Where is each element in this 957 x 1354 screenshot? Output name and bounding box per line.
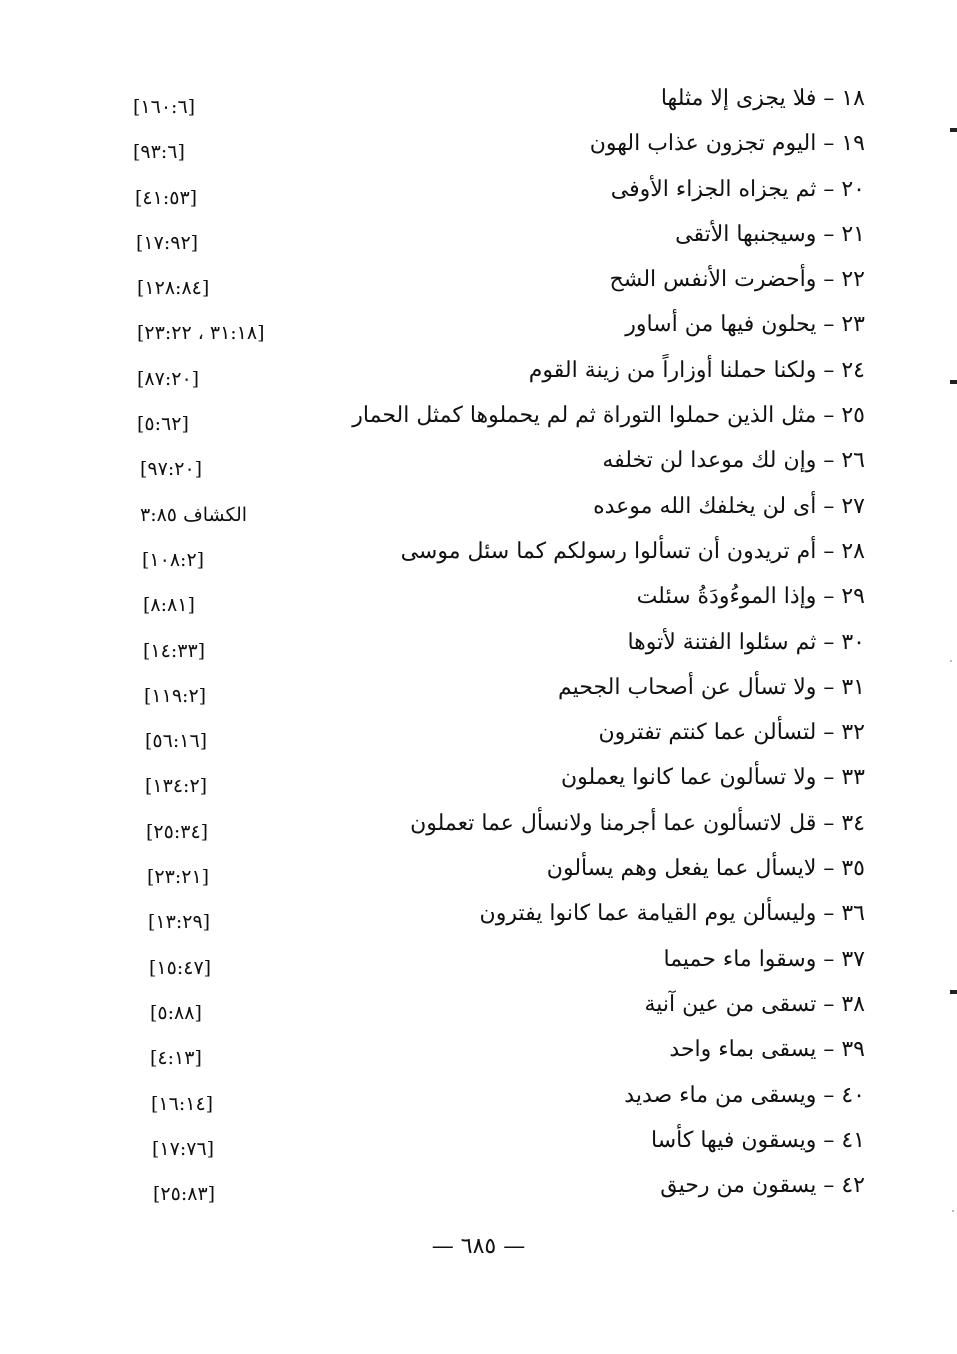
- verse-reference: [١٦:١٤]: [151, 1092, 214, 1115]
- verse-text: ٤٠ – ويسقى من ماء صديد: [624, 1082, 865, 1108]
- verse-text: ٢٠ – ثم يجزاه الجزاء الأوفى: [610, 176, 865, 202]
- entry-row: [0, 259, 957, 304]
- verse-text: ٢٢ – وأحضرت الأنفس الشح: [609, 267, 865, 293]
- verse-reference: [١٣:٢٩]: [148, 911, 211, 934]
- verse-reference: [٣١:١٨ ، ٢٣:٢٢]: [137, 322, 265, 345]
- verse-reference: [١١٩:٢]: [144, 684, 207, 707]
- entry-row: [0, 78, 957, 123]
- verse-text: ١٨ – فلا يجزى إلا مثلها: [660, 86, 865, 111]
- entry-row: [0, 440, 957, 485]
- entry-row: [0, 848, 957, 893]
- entry-row: [0, 939, 957, 984]
- verse-reference: [٤١:٥٣]: [135, 186, 198, 209]
- verse-text: ٢٨ – أم تريدون أن تسألوا رسولكم كما سئل موسى: [400, 538, 865, 564]
- entry-row: [0, 757, 957, 802]
- verse-text: ٢٦ – وإن لك موعدا لن تخلفه: [602, 448, 865, 474]
- entry-row: [0, 803, 957, 848]
- verse-text: ٣٠ – ثم سئلوا الفتنة لأتوها: [627, 629, 865, 655]
- entry-row: [0, 1029, 957, 1074]
- entry-row: [0, 893, 957, 938]
- verse-reference: [٨٧:٢٠]: [137, 367, 200, 390]
- verse-text: ١٩ – اليوم تجزون عذاب الهون: [589, 131, 865, 157]
- verse-reference: [١٤:٣٣]: [143, 639, 206, 662]
- entry-row: [0, 667, 957, 712]
- verse-reference: [٢٥:٨٣]: [153, 1183, 216, 1206]
- page-number: — ٦٨٥ —: [431, 1234, 526, 1259]
- verse-reference: [٢٣:٢١]: [147, 866, 210, 889]
- entry-row: [0, 304, 957, 349]
- entry-row: [0, 214, 957, 259]
- verse-text: ٢٥ – مثل الذين حملوا التوراة ثم لم يحملوها كمثل الحمار: [352, 403, 865, 429]
- entry-row: [0, 486, 957, 531]
- verse-reference: [٥٦:١٦]: [145, 730, 208, 753]
- verse-text: ٣٧ – وسقوا ماء حميما: [663, 946, 865, 972]
- verse-reference: [٩٣:٦]: [133, 141, 185, 164]
- verse-text: ٤١ – ويسقون فيها كأسا: [651, 1127, 865, 1153]
- entry-row: [0, 531, 957, 576]
- verse-text: ٣٦ – وليسألن يوم القيامة عما كانوا يفترون: [479, 901, 865, 927]
- verse-text: ٢٩ – وإذا الموءُودَةُ سئلت: [636, 584, 865, 610]
- entry-row: [0, 1165, 957, 1210]
- verse-reference: [١٣٤:٢]: [145, 775, 208, 798]
- entry-row: [0, 169, 957, 214]
- margin-mark: [950, 990, 957, 994]
- verse-reference: [٥:٦٢]: [137, 413, 189, 436]
- verse-text: ٢٧ – أى لن يخلفك الله موعده: [593, 493, 865, 519]
- verse-text: ٣٨ – تسقى من عين آنية: [644, 991, 865, 1017]
- verse-reference: [٤:١٣]: [150, 1047, 202, 1070]
- verse-reference: [٨:٨١]: [143, 594, 195, 617]
- verse-text: ٢٤ – ولكنا حملنا أوزاراً من زينة القوم: [528, 357, 865, 383]
- verse-reference: [٩٧:٢٠]: [140, 458, 203, 481]
- verse-list: [0, 78, 957, 1210]
- verse-reference: [٥:٨٨]: [150, 1001, 202, 1024]
- verse-reference: [١٦٠:٦]: [133, 96, 196, 118]
- verse-reference: [٢٥:٣٤]: [146, 820, 209, 843]
- entry-row: [0, 1075, 957, 1120]
- verse-reference: [١٢٨:٨٤]: [137, 277, 210, 300]
- verse-text: ٣٢ – لتسألن عما كنتم تفترون: [598, 720, 865, 746]
- verse-reference: الكشاف ٣:٨٥: [140, 503, 248, 526]
- verse-text: ٢١ – وسيجنبها الأتقى: [675, 221, 865, 247]
- scan-speck: [952, 1210, 954, 1212]
- margin-mark: [950, 128, 957, 132]
- entry-row: [0, 984, 957, 1029]
- verse-text: ٣٩ – يسقى بماء واحد: [669, 1037, 865, 1063]
- entry-row: [0, 576, 957, 621]
- verse-reference: [١٧:٩٢]: [136, 231, 199, 254]
- scan-speck: [950, 660, 952, 662]
- verse-reference: [١٧:٧٦]: [152, 1137, 215, 1160]
- verse-text: ٣٣ – ولا تسألون عما كانوا يعملون: [560, 765, 865, 791]
- verse-text: ٤٢ – يسقون من رحيق: [660, 1173, 865, 1199]
- entry-row: [0, 350, 957, 395]
- entry-row: [0, 1120, 957, 1165]
- verse-reference: [١٥:٤٧]: [149, 956, 212, 979]
- entry-row: [0, 622, 957, 667]
- verse-text: ٣١ – ولا تسأل عن أصحاب الجحيم: [558, 674, 865, 700]
- entry-row: [0, 123, 957, 168]
- verse-text: ٢٣ – يحلون فيها من أساور: [625, 312, 865, 338]
- verse-text: ٣٥ – لايسأل عما يفعل وهم يسألون: [546, 856, 865, 882]
- verse-reference: [١٠٨:٢]: [142, 548, 205, 571]
- verse-text: ٣٤ – قل لاتسألون عما أجرمنا ولانسأل عما تعملون: [410, 810, 865, 836]
- entry-row: [0, 395, 957, 440]
- entry-row: [0, 712, 957, 757]
- margin-mark: [950, 380, 957, 384]
